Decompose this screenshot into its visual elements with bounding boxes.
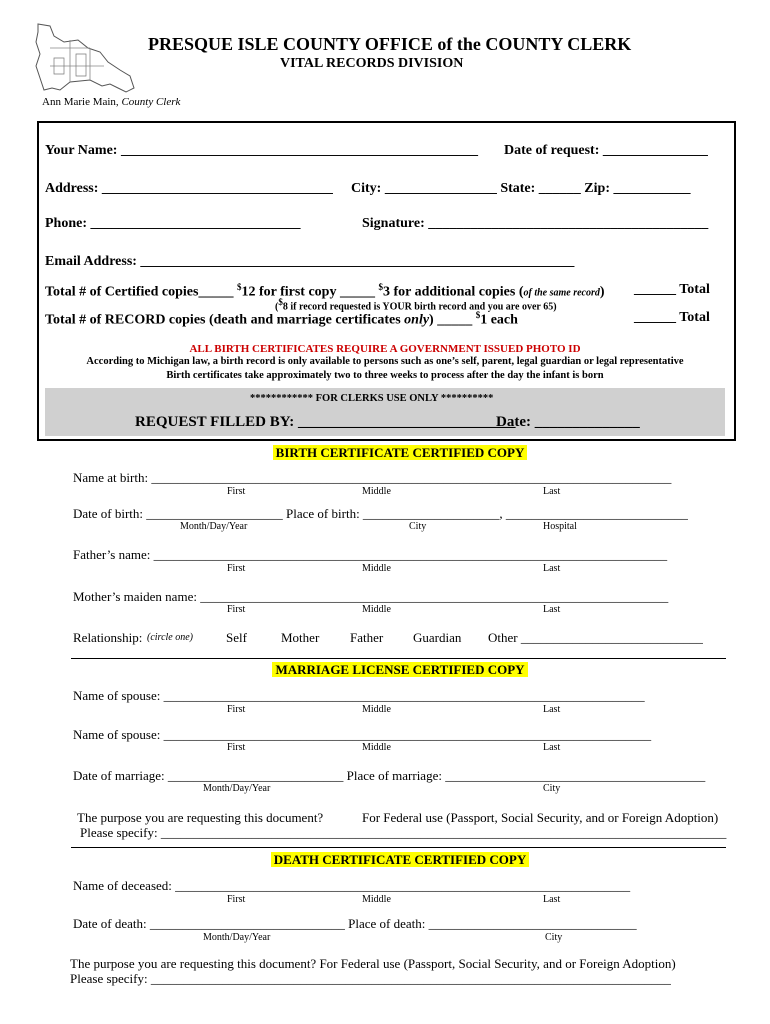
date-of-request-field[interactable]: Date of request: _______________ (504, 143, 708, 158)
certified-lead: Total # of Certified copies_____ (45, 284, 234, 300)
marriage-heading: MARRIAGE LICENSE CERTIFIED COPY (0, 661, 770, 679)
record-total-field[interactable]: ______ Total (634, 310, 710, 325)
spouse1-field[interactable]: Name of spouse: __________________________________________________________________________ (73, 688, 645, 703)
caption-last: Last (543, 563, 561, 574)
county-map-logo (30, 18, 140, 98)
note-open: ( (275, 301, 279, 313)
email-field[interactable]: Email Address: ______________________________________________________________ (45, 254, 575, 269)
signature-field[interactable]: Signature: ________________________________________ (362, 216, 709, 231)
relationship-option-other[interactable]: Other ____________________________ (488, 630, 703, 645)
birth-date-place-field[interactable]: Date of birth: _____________________ Place of birth: _____________________, ____________________________ (73, 506, 688, 521)
death-date-place-field[interactable]: Date of death: ______________________________ Place of death: ________________________________ (73, 916, 637, 931)
caption-middle: Middle (362, 704, 391, 715)
caption-mdy: Month/Day/Year (180, 521, 248, 532)
clerk-line (42, 96, 180, 108)
phone-field[interactable]: Phone: ______________________________ (45, 216, 301, 231)
death-specify-field[interactable]: Please specify: ________________________________________________________________________________ (70, 971, 671, 986)
photo-id-notice: ALL BIRTH CERTIFICATES REQUIRE A GOVERNMENT ISSUED PHOTO ID (189, 343, 581, 355)
relationship-label: Relationship: (73, 630, 143, 645)
caption-first: First (227, 563, 246, 574)
dollar-sign: $ (378, 282, 383, 292)
birth-name-field[interactable]: Name at birth: ________________________________________________________________________________ (73, 470, 672, 485)
law-notice: According to Michigan law, a birth record is only available to persons such as one’s self, parent, legal guardian or legal representative (86, 356, 684, 367)
caption-middle: Middle (362, 604, 391, 615)
section-divider (71, 658, 726, 659)
death-heading: DEATH CERTIFICATE CERTIFIED COPY (0, 851, 770, 869)
certified-price2: 3 for additional copies ( (382, 284, 524, 300)
caption-first: First (227, 486, 246, 497)
process-notice: Birth certificates take approximately two to three weeks to process after the day the infant is born (166, 370, 604, 381)
relationship-option-mother[interactable]: Mother (281, 630, 320, 645)
record-tail: ) _____ (429, 312, 473, 328)
relationship-option-father[interactable]: Father (350, 630, 384, 645)
caption-first: First (227, 742, 246, 753)
caption-city: City (409, 521, 427, 532)
dollar-sign: $ (236, 282, 242, 292)
death-purpose-text: The purpose you are requesting this document? For Federal use (Passport, Social Security, and or Foreign Adoption) (70, 956, 676, 971)
certified-italic: of the same record (523, 287, 600, 299)
marriage-specify-field[interactable]: Please specify: _______________________________________________________________________________________ (80, 825, 727, 840)
caption-last: Last (543, 742, 561, 753)
record-copies-line[interactable] (45, 310, 518, 329)
marriage-purpose-question: The purpose you are requesting this document? (77, 810, 324, 825)
address-field[interactable]: Address: _________________________________ (45, 181, 333, 196)
record-price: 1 each (480, 312, 518, 328)
certified-close: ) (599, 284, 605, 300)
caption-middle: Middle (362, 486, 391, 497)
caption-city: City (545, 932, 563, 943)
record-lead: Total # of RECORD copies (death and marriage certificates (45, 312, 401, 328)
mother-name-field[interactable]: Mother’s maiden name: ________________________________________________________________________ (73, 589, 669, 604)
certified-price1: 12 for first copy _____ (241, 284, 375, 300)
caption-first: First (227, 704, 246, 715)
page-title: PRESQUE ISLE COUNTY OFFICE of the COUNTY CLERK (148, 34, 632, 54)
circle-one-hint: (circle one) (147, 632, 193, 643)
request-filled-by-field[interactable]: REQUEST FILLED BY: _____________________________ (135, 414, 516, 430)
clerk-use-label: ************ FOR CLERKS USE ONLY ********** (250, 393, 494, 404)
caption-last: Last (543, 894, 561, 905)
page-subtitle: VITAL RECORDS DIVISION (280, 56, 464, 71)
caption-last: Last (543, 604, 561, 615)
caption-mdy: Month/Day/Year (203, 932, 271, 943)
relationship-option-self[interactable]: Self (226, 630, 247, 645)
relationship-option-guardian[interactable]: Guardian (413, 630, 462, 645)
spouse2-field[interactable]: Name of spouse: ___________________________________________________________________________ (73, 727, 652, 742)
caption-first: First (227, 894, 246, 905)
section-divider (71, 847, 726, 848)
caption-last: Last (543, 704, 561, 715)
record-only: only (404, 312, 430, 328)
caption-middle: Middle (362, 742, 391, 753)
certified-total-field[interactable]: ______ Total (634, 282, 710, 297)
caption-mdy: Month/Day/Year (203, 783, 271, 794)
caption-first: First (227, 604, 246, 615)
caption-hospital: Hospital (543, 521, 577, 532)
caption-city: City (543, 783, 561, 794)
clerk-name: Ann Marie Main, (42, 96, 119, 108)
caption-middle: Middle (362, 894, 391, 905)
note-dollar: $ (278, 297, 283, 307)
father-name-field[interactable]: Father’s name: _______________________________________________________________________________ (73, 547, 668, 562)
caption-middle: Middle (362, 563, 391, 574)
marriage-purpose-answer[interactable]: For Federal use (Passport, Social Security, and or Foreign Adoption) (362, 810, 719, 825)
deceased-name-field[interactable]: Name of deceased: ______________________________________________________________________ (73, 878, 631, 893)
note-text: 8 if record requested is YOUR birth record and you are over 65) (282, 301, 557, 313)
your-name-field[interactable]: Your Name: ___________________________________________________ (45, 143, 478, 158)
birth-heading: BIRTH CERTIFICATE CERTIFIED COPY (0, 444, 770, 462)
clerk-title: County Clerk (121, 96, 181, 108)
caption-last: Last (543, 486, 561, 497)
city-state-zip-field[interactable]: City: ________________ State: ______ Zip: ___________ (351, 181, 691, 196)
dollar-sign: $ (475, 310, 481, 320)
filled-date-field[interactable]: Date: ______________ (496, 414, 640, 430)
marriage-date-place-field[interactable]: Date of marriage: ___________________________ Place of marriage: ________________________________________ (73, 768, 706, 783)
